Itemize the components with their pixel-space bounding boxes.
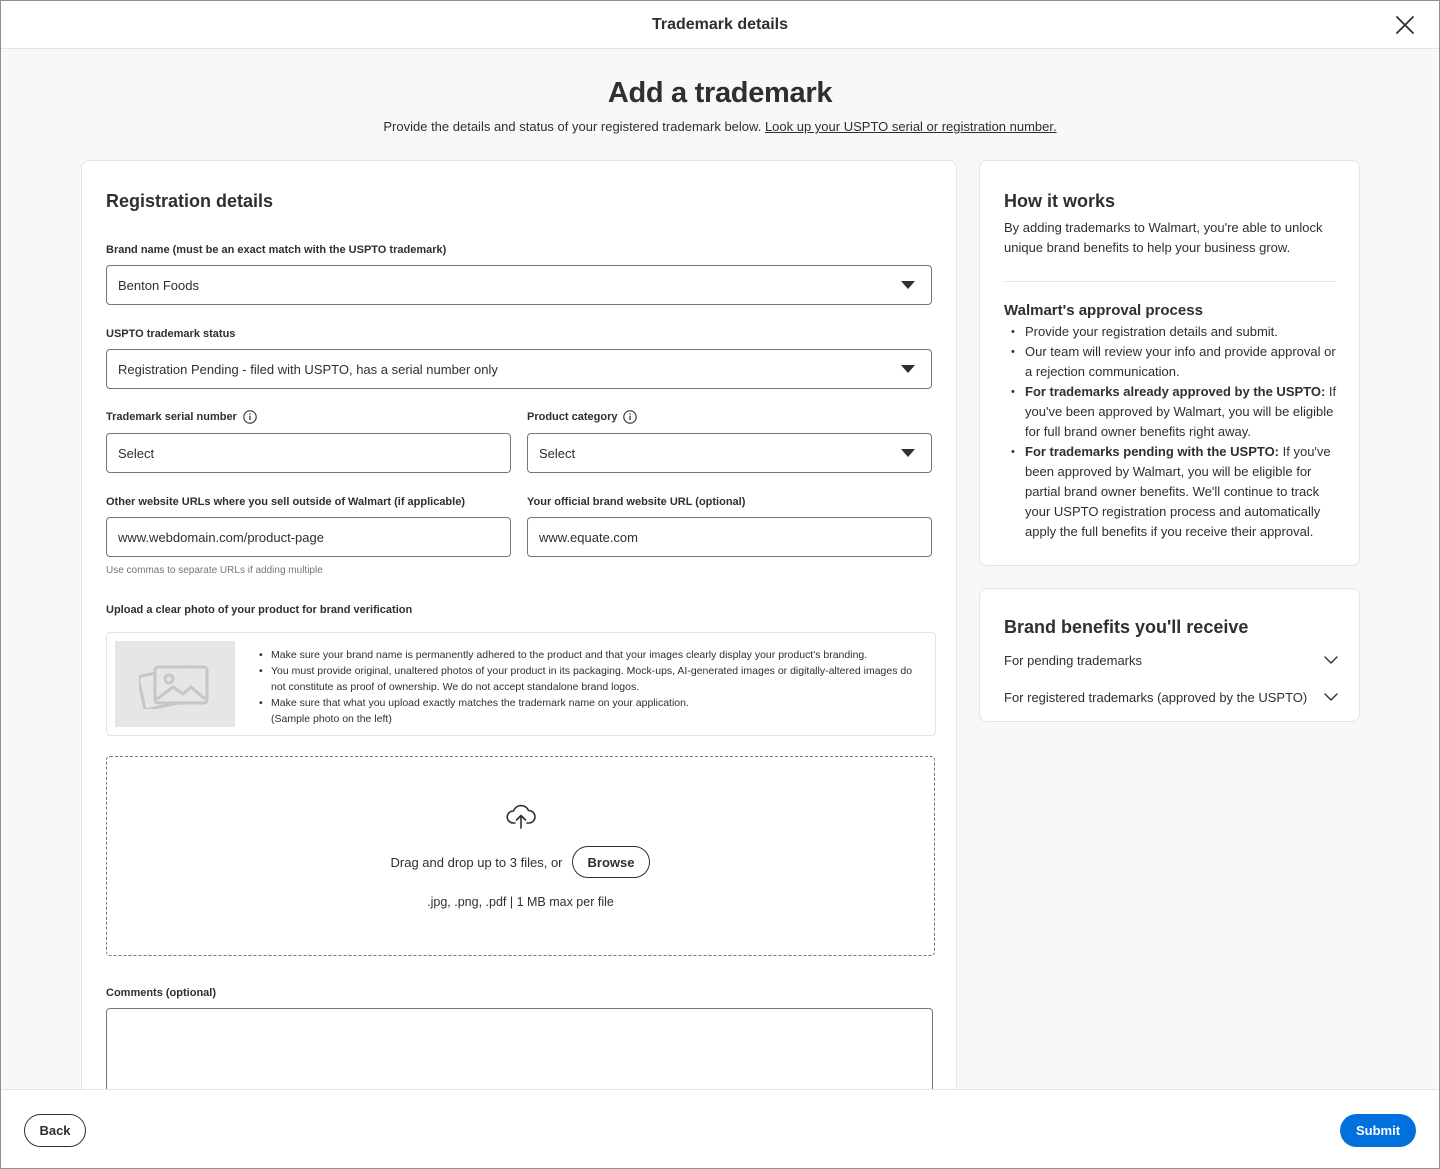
sample-note: (Sample photo on the left) xyxy=(271,713,392,725)
modal-footer xyxy=(1,1089,1439,1169)
how-it-works-card xyxy=(979,160,1360,566)
status-label xyxy=(106,328,235,340)
caret-down-icon xyxy=(901,365,915,373)
approval-steps xyxy=(1004,322,1338,542)
brand-name-label-text: Brand name (must be an exact match with the USPTO trademark) xyxy=(106,244,447,256)
upload-label xyxy=(106,604,412,616)
status-value: Registration Pending - filed with USPTO, has a serial number only xyxy=(118,361,498,377)
brand-url-label-text: Your official brand website URL (optional) xyxy=(527,496,746,508)
caret-down-icon xyxy=(901,281,915,289)
accordion-pending[interactable] xyxy=(1004,650,1338,670)
upload-label-text: Upload a clear photo of your product for brand verification xyxy=(106,604,413,616)
accordion-registered[interactable] xyxy=(1004,687,1338,707)
category-value: Select xyxy=(539,445,576,461)
step-text: If you've been approved by Walmart, you will be eligible for partial brand owner benefits. We'll continue to track your USPTO registration process and automatically apply the full benefits if you receive their approval. xyxy=(1025,444,1331,539)
back-button[interactable]: Back xyxy=(24,1114,86,1147)
brand-name-value: Benton Foods xyxy=(118,277,199,293)
cloud-upload-icon xyxy=(506,802,536,830)
caret-down-icon xyxy=(901,449,915,457)
modal-title: Trademark details xyxy=(651,15,789,33)
approval-step xyxy=(1004,442,1338,542)
submit-button[interactable]: Submit xyxy=(1340,1114,1416,1147)
brand-name-select[interactable] xyxy=(106,265,932,305)
dropzone-row xyxy=(107,846,934,878)
divider xyxy=(1004,281,1336,282)
registration-card xyxy=(81,160,957,1160)
accordion-label: For pending trademarks xyxy=(1004,652,1143,668)
status-select[interactable] xyxy=(106,349,932,389)
sample-photo xyxy=(115,641,235,727)
other-urls-input[interactable] xyxy=(106,517,511,557)
file-types: .jpg, .png, .pdf | 1 MB max per file xyxy=(427,895,614,909)
guideline-list xyxy=(257,647,917,727)
approval-process-title: Walmart's approval process xyxy=(1004,302,1203,319)
step-text: Provide your registration details and submit. xyxy=(1025,324,1278,339)
uspto-lookup-link[interactable]: Look up your USPTO serial or registration number. xyxy=(764,119,1057,134)
brand-url-input[interactable] xyxy=(527,517,932,557)
registration-title: Registration details xyxy=(106,191,274,211)
brand-benefits-title: Brand benefits you'll receive xyxy=(1004,617,1249,637)
serial-value: Select xyxy=(118,445,155,461)
brand-url-value: www.equate.com xyxy=(539,529,638,545)
comments-label xyxy=(106,987,216,999)
other-urls-label-text: Other website URLs where you sell outside of Walmart (if applicable) xyxy=(106,496,465,508)
brand-name-label xyxy=(106,244,446,256)
serial-input[interactable] xyxy=(106,433,511,473)
other-urls-label xyxy=(106,496,465,508)
step-bold: For trademarks already approved by the USPTO: xyxy=(1025,384,1326,399)
approval-step xyxy=(1004,342,1338,382)
category-label xyxy=(527,410,637,424)
info-icon[interactable] xyxy=(623,410,637,424)
step-text: Our team will review your info and provide approval or a rejection communication. xyxy=(1025,344,1336,379)
approval-step xyxy=(1004,382,1338,442)
guideline-item: • You must provide original, unaltered photos of your product in its packaging. Mock-ups, AI-generated images or digitally-altered images do not constitute as proof of ownership. We do not accept standalone brand logos. xyxy=(257,663,917,695)
status-label-text: USPTO trademark status xyxy=(106,328,236,340)
page-subtitle xyxy=(1,119,1439,134)
guideline-item: • Make sure that what you upload exactly matches the trademark name on your application. xyxy=(257,695,917,711)
step-bold: For trademarks pending with the USPTO: xyxy=(1025,444,1280,459)
browse-button[interactable]: Browse xyxy=(572,846,651,878)
chevron-down-icon xyxy=(1324,656,1338,664)
step-text: If you've been approved by Walmart, you will be eligible for full brand owner benefits right away. xyxy=(1025,384,1337,439)
close-button[interactable] xyxy=(1393,13,1417,37)
upload-guidelines xyxy=(106,632,936,736)
subtitle-text: Provide the details and status of your registered trademark below. xyxy=(383,119,762,134)
page-title: Add a trademark xyxy=(607,77,833,109)
how-it-works-text: By adding trademarks to Walmart, you're able to unlock unique brand benefits to help your business grow. xyxy=(1004,220,1323,255)
serial-label xyxy=(106,410,257,424)
file-dropzone[interactable] xyxy=(106,756,935,956)
approval-step xyxy=(1004,322,1338,342)
serial-label-text: Trademark serial number xyxy=(106,411,237,423)
other-urls-helper: Use commas to separate URLs if adding multiple xyxy=(106,565,323,576)
chevron-down-icon xyxy=(1324,693,1338,701)
other-urls-value: www.webdomain.com/product-page xyxy=(118,529,324,545)
category-label-text: Product category xyxy=(527,411,618,423)
image-placeholder-icon xyxy=(139,659,211,709)
drop-text: Drag and drop up to 3 files, or xyxy=(390,854,563,870)
guideline-item: • Make sure your brand name is permanently adhered to the product and that your images clearly display your product's branding. xyxy=(257,647,917,663)
category-select[interactable] xyxy=(527,433,932,473)
accordion-label: For registered trademarks (approved by the USPTO) xyxy=(1004,689,1308,705)
comments-label-text: Comments (optional) xyxy=(106,987,216,999)
brand-benefits-card xyxy=(979,588,1360,722)
info-icon[interactable] xyxy=(243,410,257,424)
modal-header xyxy=(1,1,1439,49)
close-icon xyxy=(1396,16,1414,34)
how-it-works-title: How it works xyxy=(1004,191,1116,211)
brand-url-label xyxy=(527,496,745,508)
